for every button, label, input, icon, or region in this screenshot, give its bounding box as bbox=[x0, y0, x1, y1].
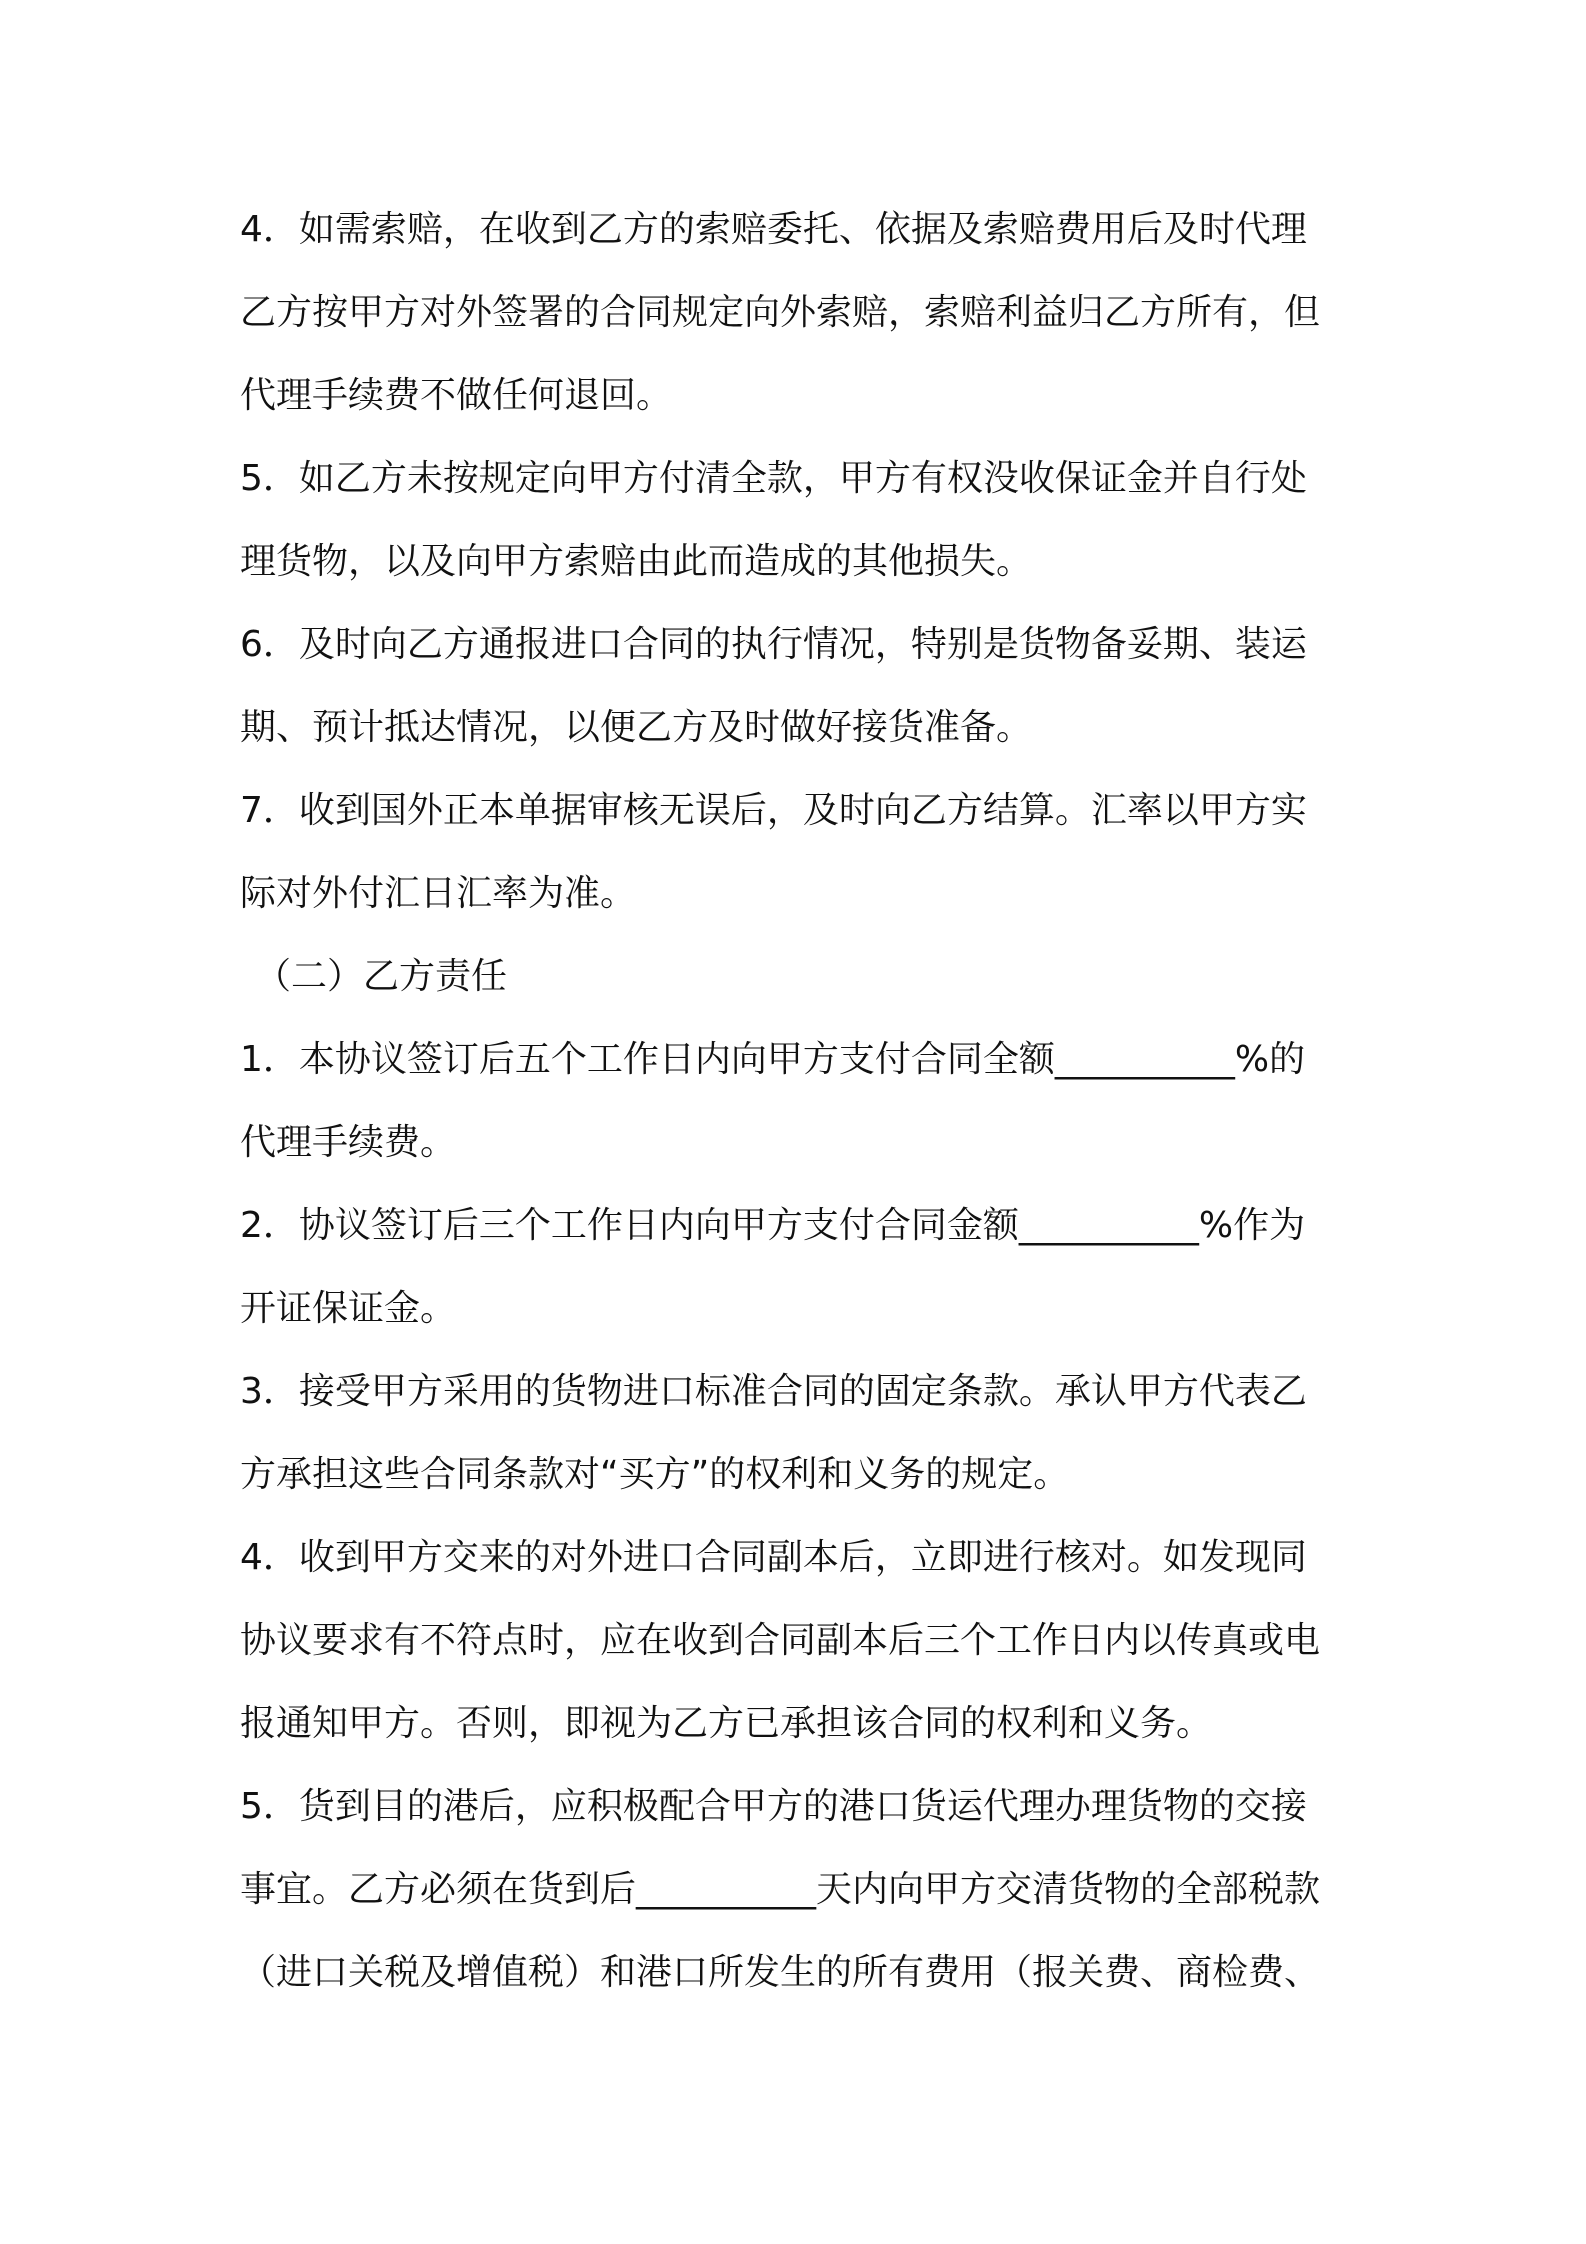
text-line: 期、预计抵达情况，以便乙方及时做好接货准备。 bbox=[240, 707, 1033, 748]
text-line: （进口关税及增值税）和港口所发生的所有费用（报关费、商检费、 bbox=[240, 1952, 1321, 1993]
text-line: 3．接受甲方采用的货物进口标准合同的固定条款。承认甲方代表乙 bbox=[240, 1371, 1307, 1412]
text-line: 乙方按甲方对外签署的合同规定向外索赔，索赔利益归乙方所有，但 bbox=[240, 292, 1321, 333]
text-line: 代理手续费。 bbox=[240, 1122, 457, 1163]
text-line: 协议要求有不符点时，应在收到合同副本后三个工作日内以传真或电 bbox=[240, 1620, 1321, 1661]
text-line: 际对外付汇日汇率为准。 bbox=[240, 873, 637, 914]
text-line: 事宜。乙方必须在货到后__________天内向甲方交清货物的全部税款 bbox=[240, 1869, 1321, 1910]
text-line: 代理手续费不做任何退回。 bbox=[240, 375, 673, 416]
text-line: 报通知甲方。否则，即视为乙方已承担该合同的权利和义务。 bbox=[240, 1703, 1213, 1744]
text-line: 方承担这些合同条款对“买方”的权利和义务的规定。 bbox=[240, 1454, 1070, 1495]
text-line: 开证保证金。 bbox=[240, 1288, 457, 1329]
text-line: 1．本协议签订后五个工作日内向甲方支付合同全额__________%的 bbox=[240, 1039, 1306, 1080]
text-line: 2．协议签订后三个工作日内向甲方支付合同金额__________%作为 bbox=[240, 1205, 1306, 1246]
text-line: 5．如乙方未按规定向甲方付清全款，甲方有权没收保证金并自行处 bbox=[240, 458, 1307, 499]
text-line: 7．收到国外正本单据审核无误后，及时向乙方结算。汇率以甲方实 bbox=[240, 790, 1307, 831]
text-line: 5．货到目的港后，应积极配合甲方的港口货运代理办理货物的交接 bbox=[240, 1786, 1307, 1827]
text-line: 6．及时向乙方通报进口合同的执行情况，特别是货物备妥期、装运 bbox=[240, 624, 1307, 665]
text-line: 4．如需索赔，在收到乙方的索赔委托、依据及索赔费用后及时代理 bbox=[240, 209, 1307, 250]
text-line: 理货物，以及向甲方索赔由此而造成的其他损失。 bbox=[240, 541, 1033, 582]
section-heading: （二）乙方责任 bbox=[255, 956, 508, 997]
text-line: 4．收到甲方交来的对外进口合同副本后，立即进行核对。如发现同 bbox=[240, 1537, 1307, 1578]
